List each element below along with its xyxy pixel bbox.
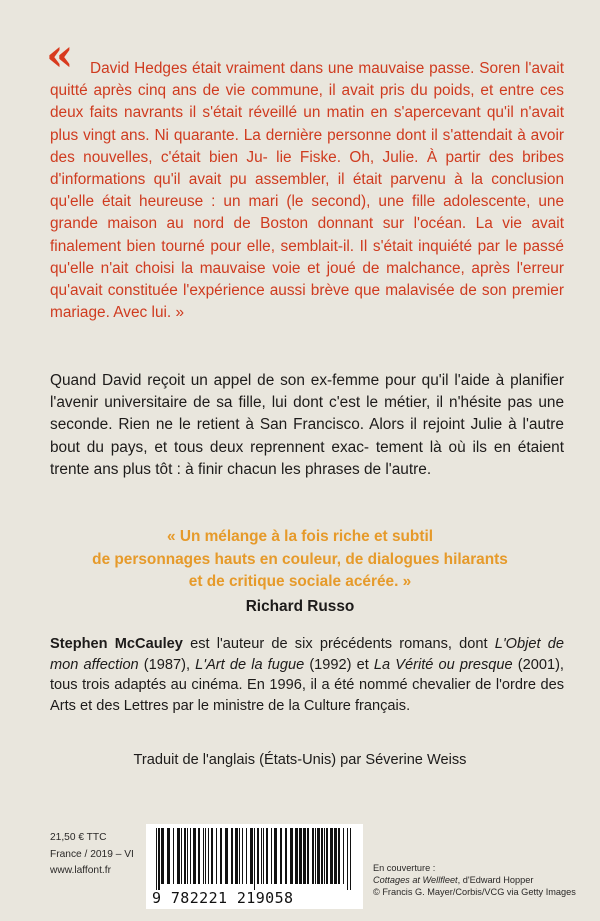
excerpt-line: qu'avait constituée l'expérience aussi brève que malavisée de son (50, 282, 507, 300)
excerpt-line: poids, et entre ces deux faits navrants il s'était réveillé un matin en (50, 82, 564, 122)
excerpt-line: un mari (le second), une fille adolescente, une grande maison au (50, 193, 565, 233)
barcode-bars (156, 828, 353, 890)
summary-line: n'hésite pas une seconde. Rien ne le retient à San Francisco. Alors (50, 394, 564, 434)
price-block (50, 830, 134, 880)
book-title: La Vérité ou presque (373, 656, 513, 673)
author-name: Stephen McCauley (50, 636, 183, 652)
author-bio (50, 634, 564, 716)
artwork-artist: , d'Edward Hopper (457, 874, 534, 885)
photo-copyright: © Francis G. Mayer/Corbis/VCG via Getty Images (373, 886, 576, 897)
bio-text: (1992) et (304, 656, 374, 673)
summary-line: tement là où ils en étaient trente ans plus tôt : à finir chacun les (50, 438, 564, 478)
review-author: Richard Russo (245, 598, 355, 615)
summary-line: planifier l'avenir universitaire de sa fille, lui dont c'est le métier, il (50, 372, 564, 412)
bio-text: est l'auteur de six précédents romans, dont (182, 636, 495, 652)
price-amount: 21,50 € TTC (50, 832, 107, 843)
book-title: L'Objet de mon affection (50, 636, 564, 673)
artwork-title: Cottages at Wellfleet (373, 874, 458, 885)
excerpt-line: personne dont il s'attendait à avoir des nouvelles, c'était bien Ju- (50, 126, 564, 166)
summary-paragraph (50, 370, 564, 481)
bio-text: (2001), tous trois adaptés au cinéma. En 1996, il a été nommé chevalier de l'ordre des Arts et des Lettres par le ministre de la Culture français. (50, 656, 564, 714)
review-line: de personnages hauts en couleur, de dialogues hilarants (92, 550, 508, 568)
translator-credit: Traduit de l'anglais (États-Unis) par Séverine Weiss (133, 752, 467, 768)
excerpt-line: tourné pour elle, semblait-il. Il s'était inquiété par le passé qu'elle (50, 237, 564, 277)
excerpt-line: premier mariage. Avec lui. » (50, 282, 564, 322)
excerpt-line: David Hedges était vraiment dans une mauvaise passe. (90, 60, 475, 77)
book-title: L'Art de la fugue (195, 656, 305, 673)
review-quote (0, 526, 600, 594)
isbn-digits: 9 782221 219058 (152, 889, 294, 907)
summary-line: phrases de l'autre. (304, 460, 432, 478)
excerpt-line: n'ait choisi la mauvaise voie et joué de malchance, après l'erreur (100, 259, 564, 277)
cover-credits (373, 863, 576, 898)
bio-text: (1987), (138, 656, 196, 673)
review-line: et de critique sociale acérée. » (188, 573, 412, 591)
isbn-barcode (146, 824, 363, 909)
edition-info: France / 2019 – VI (50, 848, 134, 860)
excerpt-line: assembler, il était parvenu à la conclusion qu'elle était heureuse : (50, 171, 564, 211)
summary-line: Quand David reçoit un appel de son ex-femme pour qu'il l'aide à (50, 372, 505, 389)
excerpt-line: lie Fiske. Oh, Julie. À partir des bribes d'informations qu'il avait pu (50, 148, 564, 189)
excerpt-line: nord de Boston donnant sur l'océan. La vie avait finalement bien (50, 215, 564, 255)
review-line: « Un mélange à la fois riche et subtil (167, 528, 433, 545)
excerpt-line: s'apercevant qu'il n'avait plus vingt ans. Ni quarante. La dernière (50, 104, 564, 144)
credits-label: En couverture : (373, 863, 436, 873)
summary-line: il rejoint Julie à l'autre bout du pays, et tous deux reprennent exac- (50, 416, 564, 456)
excerpt-line: Soren l'avait quitté après cinq ans de vie commune, il avait pris du (50, 60, 564, 100)
opening-quote-mark: « (46, 30, 74, 81)
publisher-website: www.laffont.fr (50, 865, 111, 876)
excerpt-paragraph (50, 58, 564, 324)
